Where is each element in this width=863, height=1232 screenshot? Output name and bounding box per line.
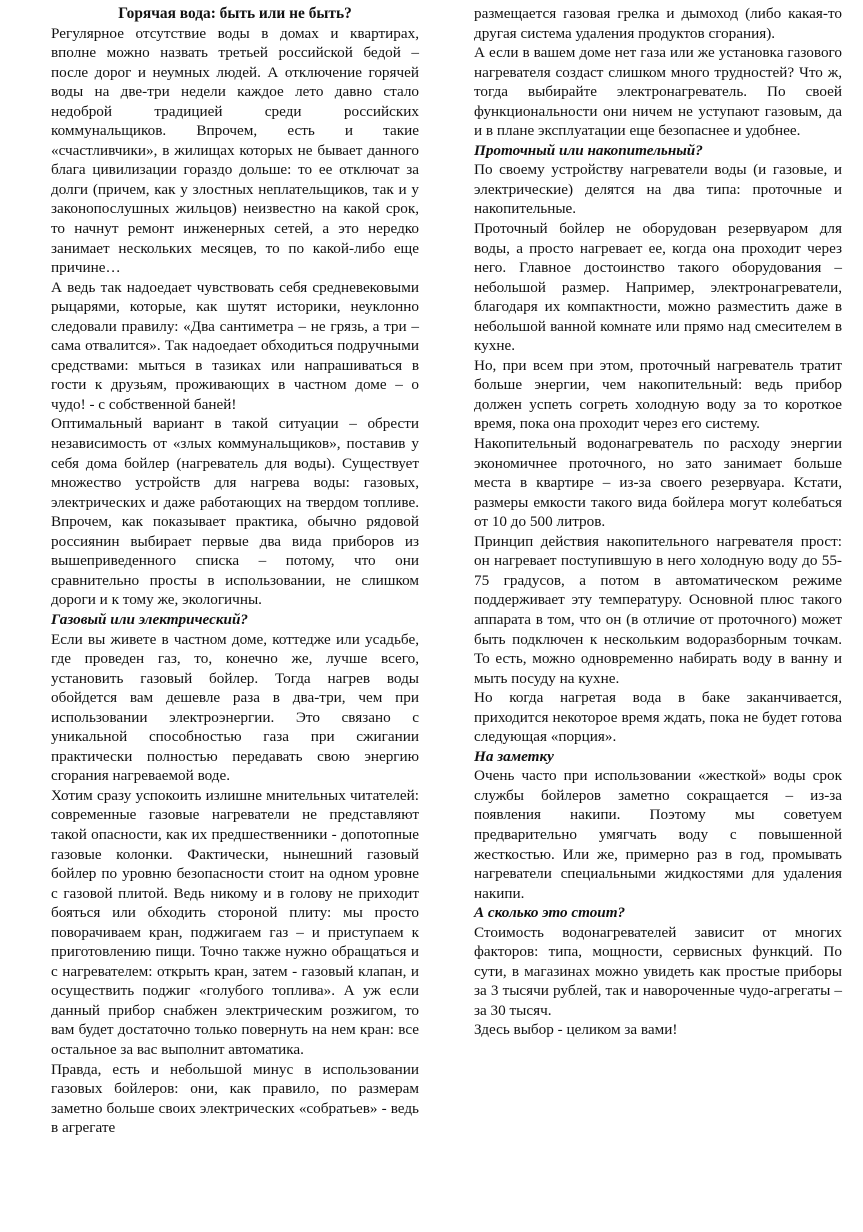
paragraph: Стоимость водонагревателей зависит от многих факторов: типа, мощности, сервисных функций. По сути, в магазинах можно увидеть как простые приборы за 3 тысячи рублей, так и навороченные чудо-агрегаты – за 30 тысяч.: [474, 923, 842, 1019]
section-heading: Проточный или накопительный?: [474, 141, 703, 159]
paragraph: Хотим сразу успокоить излишне мнительных читателей: современные газовые нагреватели не представляют такой опасности, как их предшественники - допотопные газовые колонки. Фактически, нынешний газовый бойлер по уровню безопасности стоит на одном уровне с газовой плитой. Ведь никому и в голову не приходит бояться или обходить стороной плиту: мы просто поворачиваем кран, поджигаем газ – и приступаем к приготовлению пищи. Точно также нужно обращаться и с нагревателем: открыть кран, затем - газовый клапан, и осуществить поджиг «голубого топлива». А уж если данный прибор снабжен электрическим розжигом, то вам будет достаточно только повернуть на нем кран: все остальное за вас выполнит автоматика.: [51, 786, 419, 1058]
section-heading: Газовый или электрический?: [51, 610, 249, 628]
paragraph: По своему устройству нагреватели воды (и газовые, и электрические) делятся на два типа: проточные и накопительные.: [474, 161, 842, 218]
paragraph: Накопительный водонагреватель по расходу энергии экономичнее проточного, но зато занимает больше места в квартире – из-за своего резервуара. Кстати, размеры емкости такого вида бойлера могут колебаться от 10 до 500 литров.: [474, 435, 842, 531]
paragraph: Здесь выбор - целиком за вами!: [474, 1021, 678, 1039]
paragraph: Но когда нагретая вода в баке заканчивается, приходится некоторое время ждать, пока не будет готова следующая «порция».: [474, 689, 842, 746]
paragraph: А если в вашем доме нет газа или же установка газового нагревателя создаст слишком много трудностей? Что ж, тогда выбирайте электронагреватель. По своей функциональности они ничем не уступают газовым, да и в плане эксплуатации еще безопаснее и удобнее.: [474, 44, 842, 140]
paragraph: размещается газовая грелка и дымоход (либо какая-то другая система удаления продуктов сгорания).: [474, 5, 842, 42]
right-column: [474, 4, 842, 1040]
paragraph: Правда, есть и небольшой минус в использовании газовых бойлеров: они, как правило, по размерам заметно больше своих электрических «собратьев» - ведь в агрегате: [51, 1060, 419, 1137]
section-heading: А сколько это стоит?: [474, 904, 626, 922]
article-title: Горячая вода: быть или не быть?: [118, 5, 352, 22]
paragraph: Но, при всем при этом, проточный нагреватель тратит больше энергии, чем накопительный: ведь прибор должен успеть согреть холодную воду за то короткое время, пока она проходит через его систему.: [474, 356, 842, 433]
left-column: [51, 4, 419, 1138]
paragraph: Регулярное отсутствие воды в домах и квартирах, вполне можно назвать третьей российской бедой – после дорог и неумных людей. А отключение горячей воды на две-три недели каждое лето давно стало недоброй традицией среди российских коммунальщиков. Впрочем, есть и такие «счастливчики», в жилищах которых не бывает данного блага цивилизации гораздо дольше: то ее отключат за долги (причем, как у злостных неплательщиков, так и у законопослушных жильцов) неизвестно на какой срок, то начнут ремонт инженерных сетей, а это нередко занимает нескольких месяцев, то по какой-либо еще причине…: [51, 24, 419, 277]
paragraph: Оптимальный вариант в такой ситуации – обрести независимость от «злых коммунальщиков», поставив у себя дома бойлер (нагреватель для воды). Существует множество устройств для нагрева воды: газовых, электрических и даже работающих на твердом топливе. Впрочем, как показывает практика, обычно рядовой россиянин выбирает первые два вида приборов из вышеприведенного списка – потому, что они сравнительно просты в использовании, не слишком дороги и к тому же, экологичны.: [51, 415, 419, 609]
section-heading: На заметку: [474, 747, 554, 765]
paragraph: Проточный бойлер не оборудован резервуаром для воды, а просто нагревает ее, когда она проходит через него. Главное достоинство такого оборудования – небольшой размер. Например, электронагреватели, благодаря их компактности, можно разместить даже в небольшой ванной комнате или прямо над смесителем в кухне.: [474, 220, 842, 355]
paragraph: Принцип действия накопительного нагревателя прост: он нагревает поступившую в него холодную воду до 55-75 градусов, а потом в автоматическом режиме поддерживает эту температуру. Основной плюс такого аппарата в том, что он (в отличие от проточного) может быть подключен к нескольким водоразборным точкам. То есть, можно одновременно набирать воду в ванну и мыть посуду на кухне.: [474, 532, 842, 687]
paragraph: Очень часто при использовании «жесткой» воды срок службы бойлеров заметно сокращается – из-за появления накипи. Поэтому мы советуем предварительно умягчать воду с повышенной жесткостью. Или же, примерно раз в год, промывать нагреватели специальными жидкостями для удаления накипи.: [474, 767, 842, 902]
paragraph: А ведь так надоедает чувствовать себя средневековыми рыцарями, которые, как шутят историки, неуклонно следовали правилу: «Два сантиметра – не грязь, а три – сама отвалится». Так надоедает обходиться подручными средствами: мыться в тазиках или напрашиваться в гости к друзьям, проживающих в частном доме – о чудо! - с собственной баней!: [51, 278, 419, 413]
paragraph: Если вы живете в частном доме, коттедже или усадьбе, где проведен газ, то, конечно же, лучше всего, установить газовый бойлер. Тогда нагрев воды обойдется вам дешевле раза в два-три, чем при использовании электроэнергии. Это связано с уникальной способностью газа при сжигании практически полностью передавать свою энергию сгорания нагреваемой воде.: [51, 630, 419, 785]
